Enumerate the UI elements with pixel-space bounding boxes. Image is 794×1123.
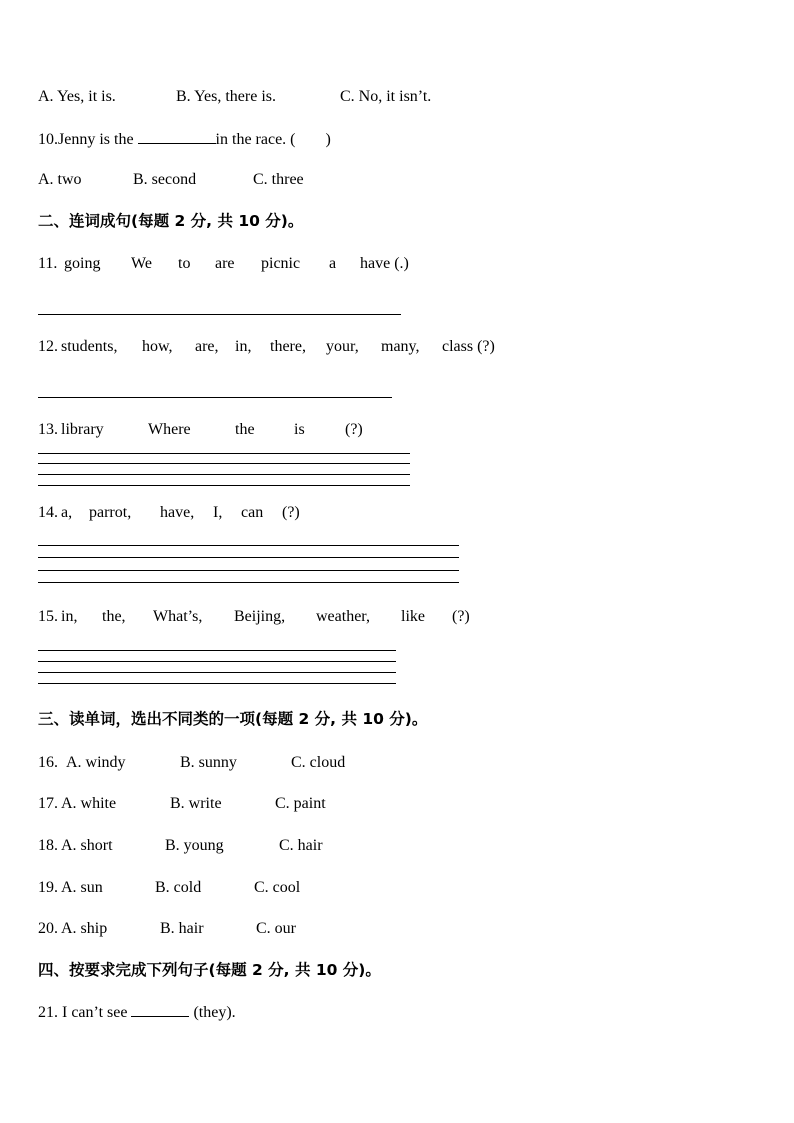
q15-word: the, <box>102 608 126 625</box>
q11-word: have (.) <box>360 255 409 272</box>
q11-word: are <box>215 255 235 272</box>
q13-answer-line[interactable] <box>38 463 410 464</box>
section-3-title: 三、读单词，选出不同类的一项(每题 2 分, 共 10 分)。 <box>38 710 428 728</box>
q15-word: weather, <box>316 608 370 625</box>
q17-option-c: C. paint <box>275 795 326 812</box>
q15-answer-line[interactable] <box>38 672 396 673</box>
q10-number: 10. <box>38 131 58 148</box>
q19-option-b: B. cold <box>155 879 202 896</box>
q13-word: library <box>61 421 104 438</box>
q13-word: (?) <box>345 421 363 438</box>
q20-option-b: B. hair <box>160 920 204 937</box>
q21-text-before: I can’t see <box>58 1004 132 1021</box>
q12-word: how, <box>142 338 173 355</box>
q10-option-b: B. second <box>133 171 197 188</box>
q17-option-a: A. white <box>61 795 117 812</box>
q15-word: What’s, <box>153 608 203 625</box>
q14-word: (?) <box>282 504 300 521</box>
q15-word: Beijing, <box>234 608 286 625</box>
q15-word: in, <box>61 608 78 625</box>
q16-number: 16. <box>38 754 58 771</box>
q16-option-c: C. cloud <box>291 754 346 771</box>
q19-option-a: A. sun <box>61 879 103 896</box>
q15-answer-line[interactable] <box>38 661 396 662</box>
q13-word: Where <box>148 421 191 438</box>
q14-word: a, <box>61 504 73 521</box>
q13-word: is <box>294 421 305 438</box>
q13-answer-line[interactable] <box>38 453 410 454</box>
q13-answer-line[interactable] <box>38 474 410 475</box>
q10-option-a: A. two <box>38 171 82 188</box>
q19-number: 19. <box>38 879 58 896</box>
q21-answer-blank[interactable] <box>131 1002 189 1017</box>
q9-option-b: B. Yes, there is. <box>176 88 277 105</box>
q15-word: like <box>401 608 425 625</box>
q15-answer-line[interactable] <box>38 683 396 684</box>
q11-word: picnic <box>261 255 301 272</box>
q18-option-a: A. short <box>61 837 113 854</box>
section-2-title: 二、连词成句(每题 2 分, 共 10 分)。 <box>38 212 304 230</box>
q12-number: 12. <box>38 338 58 355</box>
q14-word: I, <box>213 504 223 521</box>
q11-word: We <box>131 255 152 272</box>
q12-word: many, <box>381 338 420 355</box>
q14-answer-line[interactable] <box>38 582 459 583</box>
q11-word: to <box>178 255 191 272</box>
q15-number: 15. <box>38 608 58 625</box>
q14-answer-line[interactable] <box>38 557 459 558</box>
q17-number: 17. <box>38 795 58 812</box>
q12-word: your, <box>326 338 359 355</box>
q12-word: class (?) <box>442 338 495 355</box>
q14-answer-line[interactable] <box>38 545 459 546</box>
q20-number: 20. <box>38 920 58 937</box>
q17-option-b: B. write <box>170 795 222 812</box>
q10-question <box>38 129 331 150</box>
q14-word: parrot, <box>89 504 132 521</box>
q14-answer-line[interactable] <box>38 570 459 571</box>
q21-number: 21. <box>38 1004 58 1021</box>
q10-text-before: Jenny is the <box>58 131 138 148</box>
q10-text-after: in the race. ( <box>215 131 296 148</box>
q16-option-b: B. sunny <box>180 754 237 771</box>
q18-number: 18. <box>38 837 58 854</box>
q21-text-after: (they). <box>189 1004 236 1021</box>
q15-answer-line[interactable] <box>38 650 396 651</box>
q11-number: 11. <box>38 255 58 272</box>
q10-paren-close: ) <box>325 131 331 148</box>
q11-word: going <box>64 255 101 272</box>
q12-word: students, <box>61 338 118 355</box>
section-4-title: 四、按要求完成下列句子(每题 2 分, 共 10 分)。 <box>38 961 381 979</box>
q18-option-c: C. hair <box>279 837 323 854</box>
q20-option-a: A. ship <box>61 920 108 937</box>
q10-answer-blank[interactable] <box>138 129 216 144</box>
q12-word: are, <box>195 338 219 355</box>
q15-word: (?) <box>452 608 470 625</box>
q9-option-c: C. No, it isn’t. <box>340 88 432 105</box>
q11-word: a <box>329 255 337 272</box>
q9-option-a: A. Yes, it is. <box>38 88 116 105</box>
q13-answer-line[interactable] <box>38 485 410 486</box>
q20-option-c: C. our <box>256 920 296 937</box>
q13-word: the <box>235 421 255 438</box>
q12-word: there, <box>270 338 306 355</box>
q13-number: 13. <box>38 421 58 438</box>
q12-answer-line[interactable] <box>38 397 392 398</box>
q18-option-b: B. young <box>165 837 224 854</box>
q16-option-a: A. windy <box>66 754 126 771</box>
q14-word: can <box>241 504 264 521</box>
q10-option-c: C. three <box>253 171 304 188</box>
q14-number: 14. <box>38 504 58 521</box>
q14-word: have, <box>160 504 195 521</box>
q11-answer-line[interactable] <box>38 314 401 315</box>
q21-question <box>38 1002 236 1023</box>
q12-word: in, <box>235 338 252 355</box>
q19-option-c: C. cool <box>254 879 301 896</box>
